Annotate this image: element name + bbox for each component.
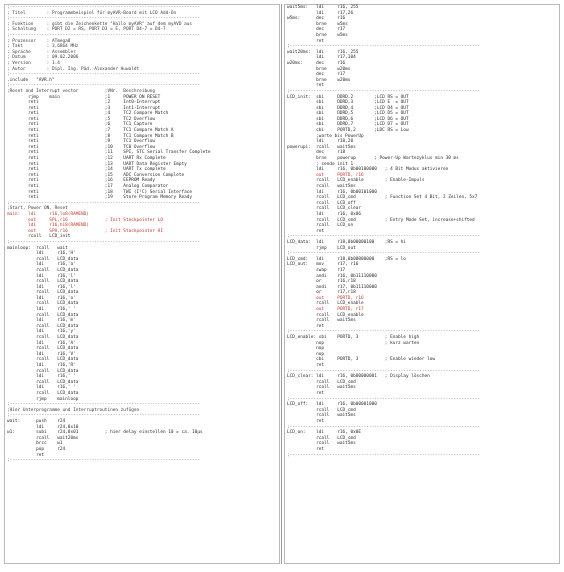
code-line: ldi r17,104 <box>287 55 356 61</box>
code-line: rcall LCD_data <box>7 312 79 318</box>
code-line: ; Sprache : Assembler <box>7 49 76 55</box>
code-line: ;------------------------------------------------------------------------ <box>7 413 200 419</box>
code-line: rjmp main ;1 POWER ON RESET <box>7 94 161 100</box>
code-line: rcall LCD_data <box>7 267 79 273</box>
code-line: reti ;19 Store Program Memory Ready <box>7 195 193 201</box>
code-line: ;------------------------------------------------------------------------ <box>7 200 200 206</box>
code-line: reti ;8 TC1 Compare Match B <box>7 133 174 139</box>
code-line: ;------------------------------------------------------------------------ <box>7 239 200 245</box>
code-line: rcall LCD_clear <box>287 206 362 212</box>
code-column-right <box>284 4 560 564</box>
code-line: ; Version : 1.4 <box>7 60 60 66</box>
code-line: rcall LCD_data <box>7 290 79 296</box>
code-line: out PORTD, r16 <box>287 295 364 301</box>
code-line: ; Prozessor : ATmega8 <box>7 38 71 44</box>
code-line: rcall LCD_data <box>7 279 79 285</box>
code-line: LCD_cmd: ldi r18,0b00000000 ;RS = lo <box>287 256 406 262</box>
code-line: dec r18 <box>287 150 346 156</box>
code-line: ;Hier Unterprogramme und Interruptroutinen zufügen <box>7 407 140 413</box>
code-line: ;------------------------------------------------------------------------ <box>7 32 200 38</box>
code-line: out PORTD, r17 <box>287 307 364 313</box>
code-line: rcall LCD_cmd ; Entry Mode Set, increase+shifted <box>287 217 475 223</box>
code-line: brne w20ms <box>287 66 351 72</box>
code-line: ;------------------------------------------------------------------------ <box>287 368 480 374</box>
code-line: reti ;5 TC2 Overflow <box>7 116 156 122</box>
code-line: ldi r16,'l' <box>7 273 76 279</box>
code-line: or r16,r18 <box>287 279 356 285</box>
code-line: ;------------------------------------------------------------------------ <box>287 88 480 94</box>
code-line: ldi r24,0x10 <box>7 424 79 430</box>
code-line: brne w5ms <box>287 21 348 27</box>
code-line: ;------------------------------------------------------------------------ <box>287 424 480 430</box>
code-line: w1: subi r24,0x01 ; hier delay einstellen 10 = ca. 10µs <box>7 430 203 436</box>
code-line: rcall LCD_data <box>7 379 79 385</box>
code-line: LCD_clear: ldi r16, 0b00000001 ; Display löschen <box>287 374 430 380</box>
code-line: w20ms: dec r16 <box>287 60 346 66</box>
code-line: ;warte bis PowerUp <box>287 133 364 139</box>
code-line: ret <box>287 446 325 452</box>
code-line: ret <box>7 452 45 458</box>
code-line: ldi r16,'o' <box>7 295 76 301</box>
code-line: ldi r16,' ' <box>7 385 76 391</box>
code-line: ldi r17,26 <box>287 10 354 16</box>
code-line: ; Titel : Programmbeispiel für myAVR-Board mit LCD Add-On <box>7 10 177 16</box>
code-line: pop r24 <box>7 446 66 452</box>
code-line: sbi DDRD,4 ;LCD D4 = OUT <box>287 105 409 111</box>
code-line: ldi r16,'A' <box>7 340 76 346</box>
code-line: ;------------------------------------------------------------------------ <box>7 16 200 22</box>
code-line: ;------------------------------------------------------------------------ <box>287 251 480 257</box>
code-line: reti ;7 TC1 Compare Match A <box>7 128 174 134</box>
code-line: sbi DDRD,3 ;LCD E = OUT <box>287 100 409 106</box>
code-line: ldi r16,'V' <box>7 351 76 357</box>
code-line: rcall LCD_cmd <box>287 379 356 385</box>
code-line: LCD_init: sbi DDRD,2 ;LCD RS = OUT <box>287 94 409 100</box>
code-line: rcall LCD_on <box>287 223 354 229</box>
code-line: rcall LCD_cmd ; Function Set 4 Bit, 2 Zeilen, 5x7 <box>287 195 478 201</box>
code-line: ret <box>287 418 325 424</box>
code-line: ret <box>287 228 325 234</box>
code-line: sbi DDRD,7 ;LCD D7 = OUT <box>287 122 409 128</box>
code-line: rcall wait5ms <box>287 441 356 447</box>
code-line: nop <box>287 351 325 357</box>
code-line: reti ;2 Int0-Interrupt <box>7 100 161 106</box>
code-lines-right <box>287 5 557 458</box>
code-line: ldi r16, 0x06 <box>287 211 362 217</box>
code-line: ldi r16,hi8(RAMEND) <box>7 223 89 229</box>
code-line: ;------------------------------------------------------------------------ <box>287 234 480 240</box>
code-line: out SPH,r16 ; Init Stackpointer HI <box>7 228 163 234</box>
code-line: ;------------------------------------------------------------------------ <box>7 458 200 464</box>
code-line: rcall LCD_data <box>7 357 79 363</box>
code-line: ldi r16, 0b00101000 <box>287 189 377 195</box>
code-line: ret <box>287 390 325 396</box>
code-line: rjmp LCD_out <box>287 245 356 251</box>
code-line: main: ldi r16,lo8(RAMEND) <box>7 211 89 217</box>
code-line: cbi PORTD, 3 ; Enable wieder low <box>287 357 436 363</box>
code-line: out SPL,r16 ; Init Stackpointer LO <box>7 217 163 223</box>
code-line: brne w20ms <box>287 77 351 83</box>
code-line: ret <box>287 83 325 89</box>
code-line: andi r17, 0b11110000 <box>287 284 377 290</box>
code-line: ; Takt : 3,6864 MHz <box>7 44 79 50</box>
code-line: ; Funktion : gibt die Zeichenkette "Hallo myAVR" auf dem myAVD aus <box>7 21 193 27</box>
code-line: andi r16, 0b11110000 <box>287 273 377 279</box>
code-line: rcall LCD_data <box>7 335 79 341</box>
code-line: rcall LCD_data <box>7 323 79 329</box>
code-line: rcall LCD_data <box>7 368 79 374</box>
code-line: reti ;12 UART Rx Complete <box>7 156 166 162</box>
code-line: ; Autor : Dipl. Ing. Päd. Alexander Huwaldt <box>7 66 140 72</box>
code-line: rcall LCD_init <box>7 234 71 240</box>
code-line: ;------------------------------------------------------------------------ <box>7 72 200 78</box>
code-line: ldi r16,'l' <box>7 284 76 290</box>
code-line: reti ;18 TWI (I²C) Serial Interface <box>7 189 193 195</box>
code-line: .include "AVR.h" <box>7 77 55 83</box>
code-line: ldi r18,20 <box>287 139 354 145</box>
code-line: LCD_off: ldi r16, 0b00001000 <box>287 402 377 408</box>
code-line: powerupi: rcall wait5ms <box>287 144 356 150</box>
code-line: rcall wait5ms <box>287 318 356 324</box>
code-lines-left <box>7 5 277 464</box>
code-line: ldi r16,'y' <box>7 329 76 335</box>
code-line: ldi r16,'R' <box>7 363 76 368</box>
code-line: reti ;14 UART Tx complete <box>7 167 166 173</box>
code-line: rcall wait20ms <box>7 435 79 441</box>
code-line: rcall LCD_off <box>287 200 356 206</box>
code-line: ;------------------------------------------------------------------------ <box>7 5 200 10</box>
code-line: ;------------------------------------------------------------------------ <box>287 452 480 458</box>
code-line: rcall LCD_data <box>7 390 79 396</box>
code-line: brne powerup ; Power-Up Wartezyklus min 30 ms <box>287 156 459 162</box>
code-line: ret <box>287 363 325 368</box>
code-line: mainloop: rcall wait <box>7 245 68 251</box>
code-line: ldi r16,'m' <box>7 318 76 324</box>
code-line: ; sende init 1 <box>287 161 354 167</box>
code-line: reti ;13 UART Data Register Empty <box>7 161 187 167</box>
code-line: rcall LCD_enable ; Enable-Impuls <box>287 178 425 184</box>
code-line: w5ms: dec r16 <box>287 16 346 22</box>
code-line: reti ;6 TC1 Capture <box>7 122 153 128</box>
code-line: ;Reset and Interrupt vector ;VNr. Beschreibung <box>7 88 156 94</box>
code-line: rcall LCD_cmd <box>287 407 356 413</box>
column-divider <box>281 4 282 564</box>
code-column-left <box>4 4 280 564</box>
code-line: ;------------------------------------------------------------------------ <box>287 329 480 335</box>
code-line: LCD_data: ldi r18,0b00000100 ;RS = hi <box>287 239 406 245</box>
code-line: reti ;4 TC2 Compare Match <box>7 111 169 117</box>
code-line: ldi r16,' ' <box>7 307 76 313</box>
code-line: rcall LCD_enable <box>287 312 364 318</box>
code-line: out PORTD, r16 <box>287 172 364 178</box>
code-line: reti ;11 SPI, STC Serial Transfer Complete <box>7 150 211 156</box>
code-line: rcall wait5ms <box>287 184 356 189</box>
code-line: wait: push r24 <box>7 418 66 424</box>
code-line: ret <box>287 38 325 44</box>
code-line: rcall wait5ms <box>287 413 356 419</box>
code-line: cbi PORTD,2 ;LDC RS = Low <box>287 128 409 134</box>
code-line: ; Schaltung : PORT D2 = RS, PORT D3 = E, PORT D4-7 = D4-7 <box>7 27 166 33</box>
code-line: reti ;9 TC1 Overflow <box>7 139 156 145</box>
code-line: ; Datum : 09.02.2006 <box>7 55 79 61</box>
code-line: reti ;3 Int1-Interrupt <box>7 105 161 111</box>
code-line: nop <box>287 346 325 352</box>
code-line: sbi DDRD,6 ;LCD D6 = OUT <box>287 116 409 122</box>
code-line: nop ; kurz warten <box>287 340 420 346</box>
code-line: wait20ms: ldi r16, 255 <box>287 49 359 55</box>
code-line: sbi DDRD,5 ;LCD D5 = OUT <box>287 111 409 117</box>
code-line: rcall wait5ms <box>287 385 356 391</box>
code-line: dec r17 <box>287 72 346 78</box>
code-line: or r17,r18 <box>287 290 356 296</box>
code-line: ;------------------------------------------------------------------------ <box>7 402 200 408</box>
code-line: ldi r16,'a' <box>7 262 76 268</box>
code-line: ;------------------------------------------------------------------------ <box>7 83 200 89</box>
code-line: rcall LCD_data <box>7 256 79 262</box>
code-line: LCD_on: ldi r16, 0x0E <box>287 430 362 436</box>
code-line: ldi r16,'H' <box>7 251 76 257</box>
code-line: rcall LCD_enable <box>287 301 364 307</box>
code-line: ldi r16, 0b00100000 ; 4 Bit Modus aktivieren <box>287 167 449 173</box>
code-line: reti ;17 Analog Comparator <box>7 184 169 189</box>
code-line: wait5ms: ldi r16, 255 <box>287 5 359 10</box>
code-line: reti ;16 EEPROM Ready <box>7 178 156 184</box>
code-line: dec r17 <box>287 27 346 33</box>
code-line: brcc w1 <box>7 441 63 447</box>
code-line: reti ;10 TC0 Overflow <box>7 144 156 150</box>
code-line: LCD_enable: sbi PORTD, 3 ; Enable high <box>287 335 420 341</box>
code-line: LCD_out: mov r17, r16 <box>287 262 359 268</box>
code-line: swap r17 <box>287 267 346 273</box>
code-line: ;Start, Power ON, Reset <box>7 206 68 212</box>
code-line: rcall LCD_data <box>7 346 79 352</box>
code-line: rjmp mainloop <box>7 396 79 402</box>
code-line: brne w5ms <box>287 32 348 38</box>
code-line: rcall LCD_cmd <box>287 435 356 441</box>
code-line: ;------------------------------------------------------------------------ <box>287 44 480 50</box>
code-line: reti ;15 ADC Conversion Complete <box>7 172 185 178</box>
code-line: ;------------------------------------------------------------------------ <box>287 396 480 402</box>
code-line: ret <box>287 323 325 329</box>
code-line: ldi r16,' ' <box>7 374 76 380</box>
code-line: rcall LCD_data <box>7 301 79 307</box>
